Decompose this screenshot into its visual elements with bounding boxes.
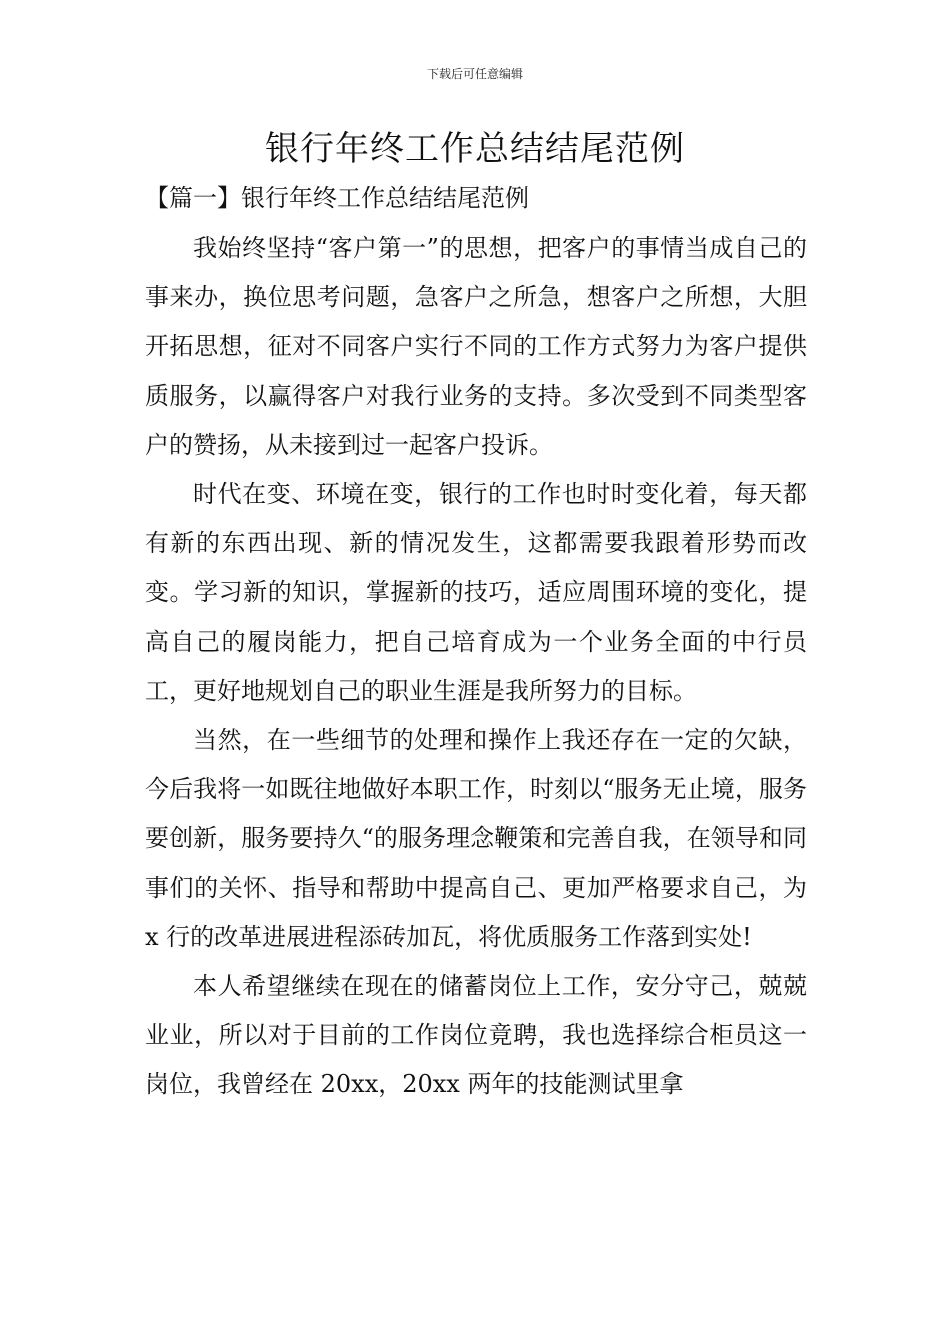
document-body xyxy=(145,224,807,1110)
paragraph-2: 时代在变、环境在变，银行的工作也时时变化着，每天都有新的东西出现、新的情况发生，这都需要我跟着形势而改变。学习新的知识，掌握新的技巧，适应周围环境的变化，提高自己的履岗能力，把自己培育成为一个业务全面的中行员工，更好地规划自己的职业生涯是我所努力的目标。 xyxy=(145,480,807,705)
document-title: 银行年终工作总结结尾范例 xyxy=(265,129,685,169)
paragraph-1: 我始终坚持“客户第一”的思想，把客户的事情当成自己的事来办，换位思考问题，急客户之所急，想客户之所想，大胆开拓思想，征对不同客户实行不同的工作方式努力为客户提供质服务，以赢得客户对我行业务的支持。多次受到不同类型客户的赞扬，从未接到过一起客户投诉。 xyxy=(145,234,807,459)
header-note: 下载后可任意编辑 xyxy=(426,67,523,81)
section-heading: 【篇一】银行年终工作总结结尾范例 xyxy=(145,184,529,212)
paragraph-3: 当然，在一些细节的处理和操作上我还存在一定的欠缺，今后我将一如既往地做好本职工作，时刻以“服务无止境，服务要创新，服务要持久“的服务理念鞭策和完善自我，在领导和同事们的关怀、指导和帮助中提高自己、更加严格要求自己，为 x 行的改革进展进程添砖加瓦，将优质服务工作落到实处! xyxy=(145,726,807,951)
paragraph-4: 本人希望继续在现在的储蓄岗位上工作，安分守己，兢兢业业，所以对于目前的工作岗位竟聘，我也选择综合柜员这一岗位，我曾经在 20xx，20xx 两年的技能测试里拿 xyxy=(145,972,807,1099)
